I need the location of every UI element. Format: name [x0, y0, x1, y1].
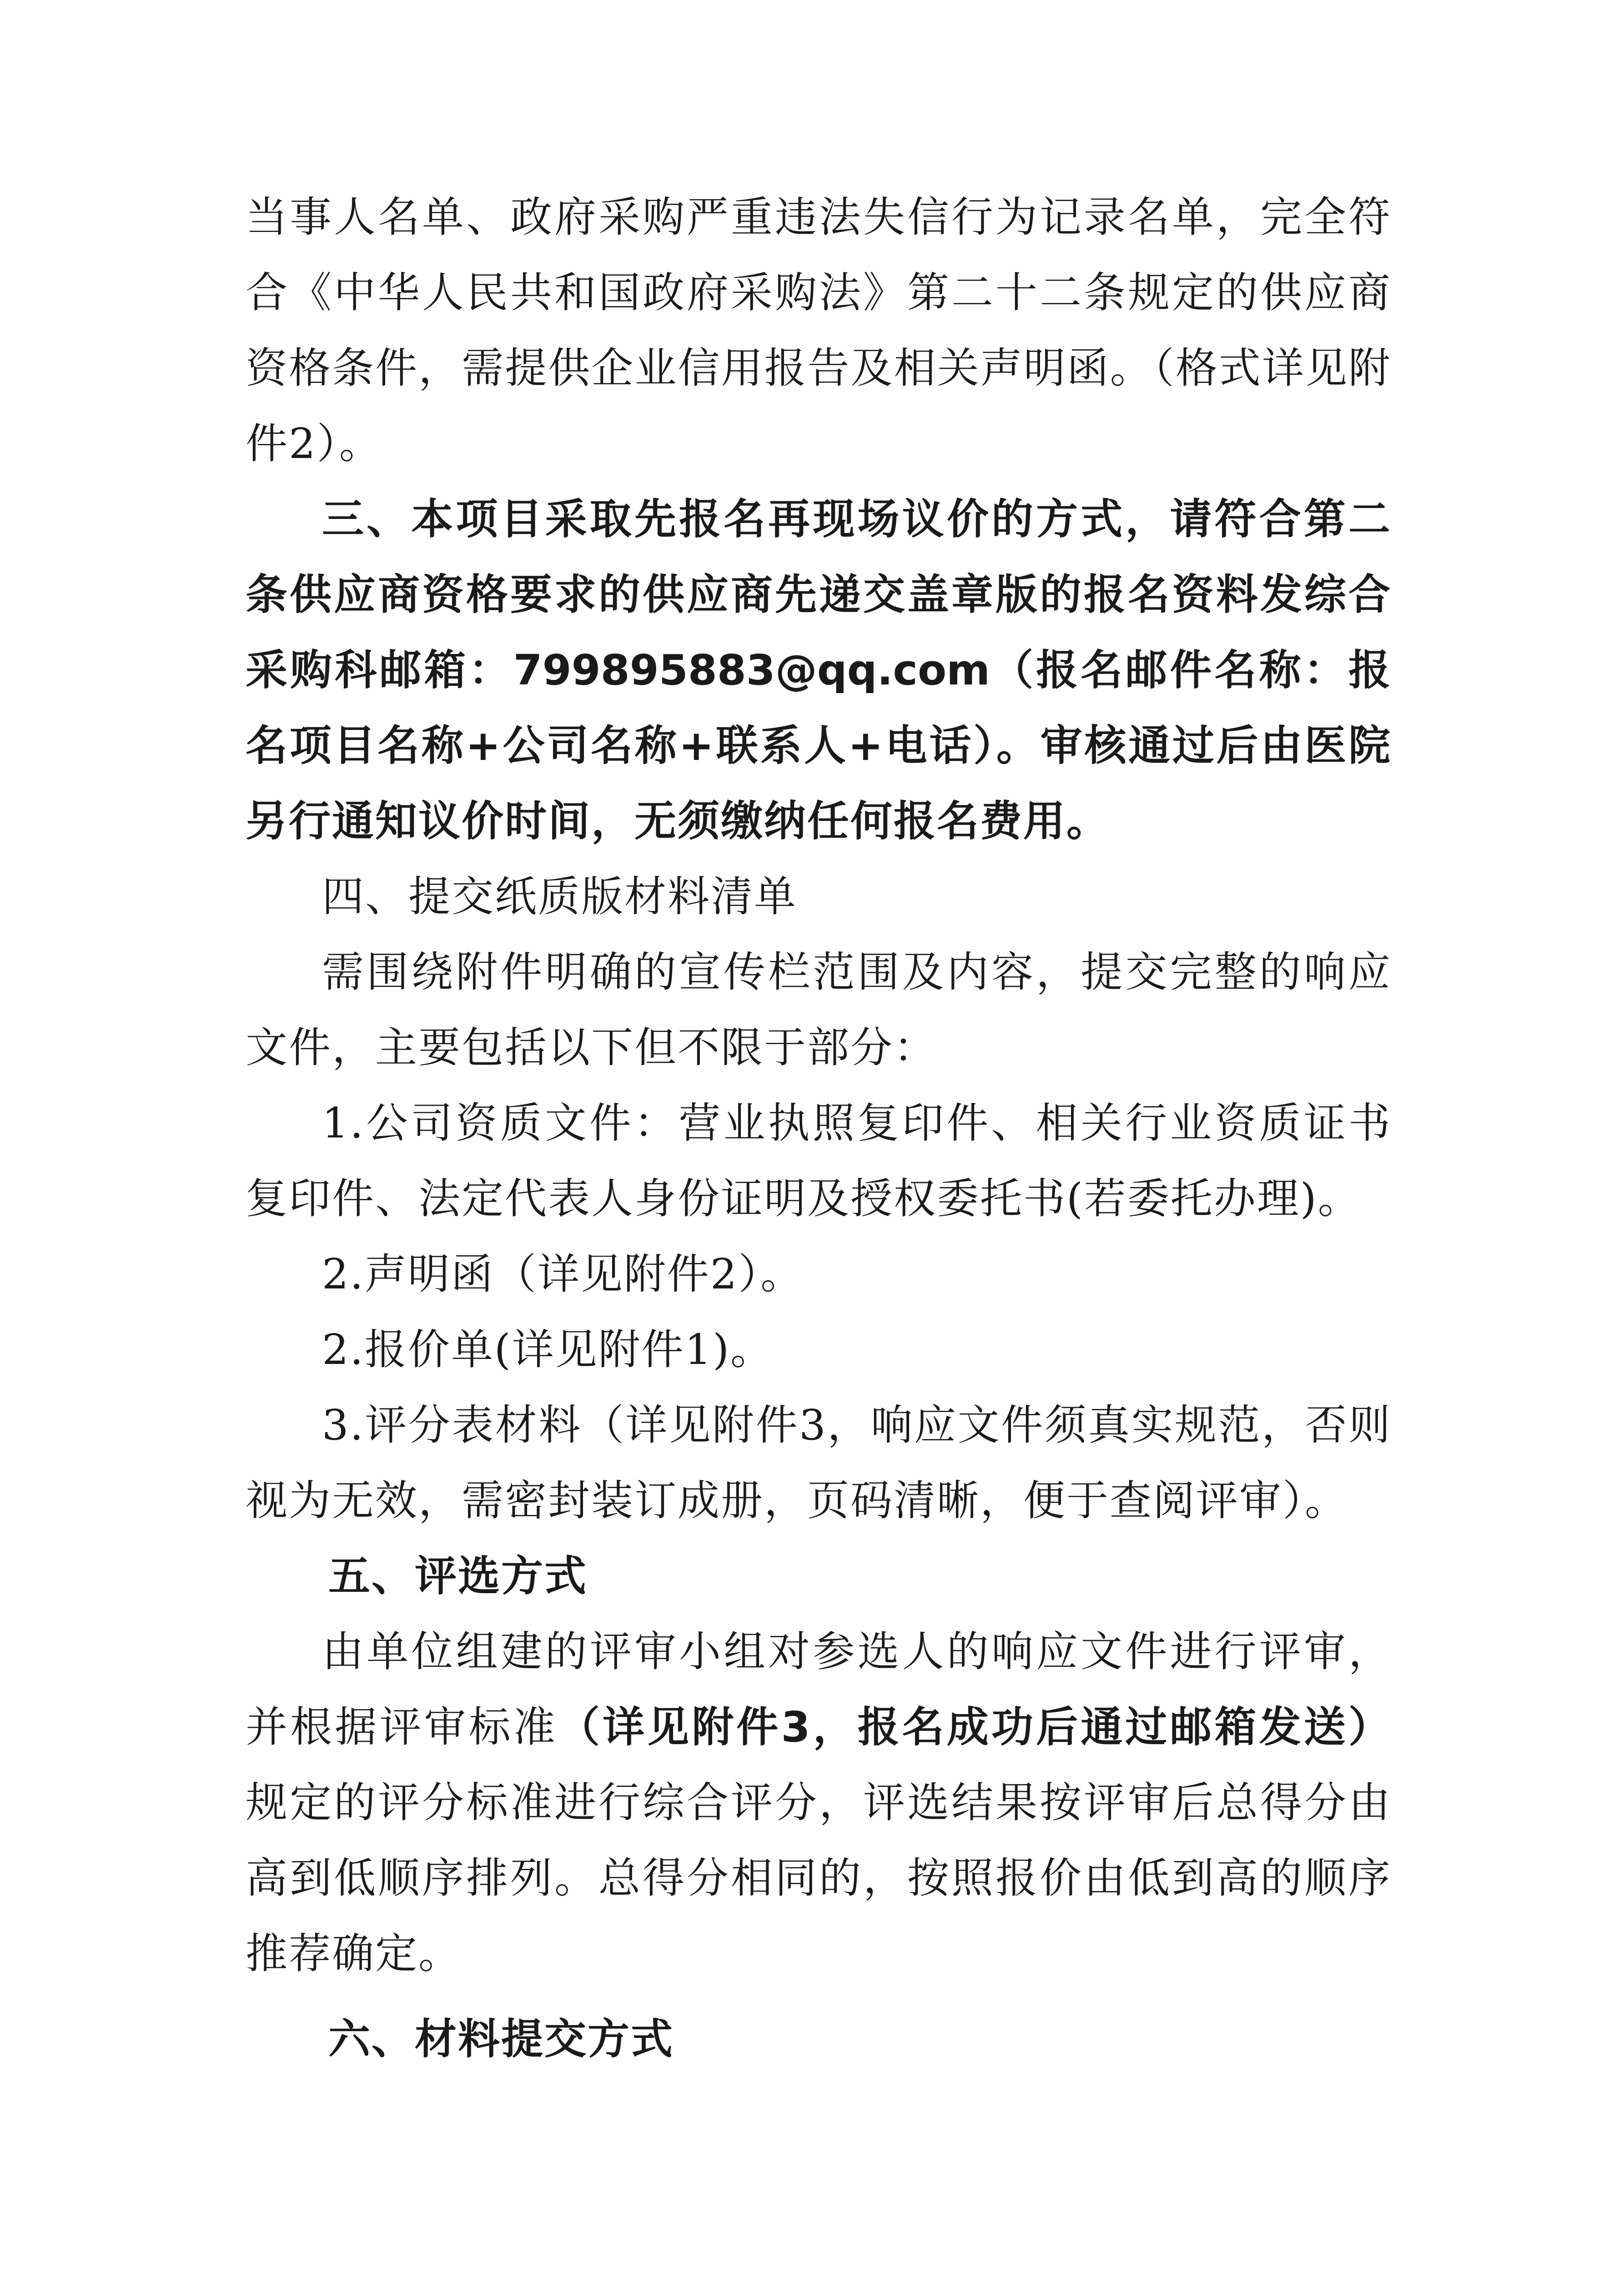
paragraph-qualification-continued: 当事人名单、政府采购严重违法失信行为记录名单，完全符合《中华人民共和国政府采购法》第二十二条规定的供应商资格条件，需提供企业信用报告及相关声明函。（格式详见附件2）。: [246, 193, 1392, 468]
registration-email: 799895883@qq.com: [513, 646, 990, 694]
paragraph-section-5-evaluation: [246, 1614, 1392, 1992]
list-item-declaration: 2.声明函（详见附件2）。: [322, 1250, 804, 1298]
evaluation-emphasis: （详见附件3，报名成功后通过邮箱发送）: [558, 1703, 1392, 1751]
list-item-company-qualification: 1.公司资质文件：营业执照复印件、相关行业资质证书复印件、法定代表人身份证明及授权委托书(若委托办理)。: [246, 1099, 1392, 1223]
section-6-title: 六、材料提交方式: [328, 2015, 674, 2063]
evaluation-text-lead: 由单位组建的评审小组对参选人的响应文件进行评审，并根据评审标准: [246, 1627, 1392, 1751]
section-4-title: 四、提交纸质版材料清单: [322, 872, 798, 921]
document-body: [246, 180, 1392, 2077]
list-item-scoring-materials: 3.评分表材料（详见附件3，响应文件须真实规范，否则视为无效，需密封装订成册，页码清晰，便于查阅评审）。: [246, 1401, 1392, 1525]
list-item-quotation: 2.报价单(详见附件1)。: [322, 1325, 774, 1374]
paragraph-section-4-intro: 需围绕附件明确的宣传栏范围及内容，提交完整的响应文件，主要包括以下但不限于部分：: [246, 948, 1392, 1072]
paragraph-section-3-registration: [246, 482, 1392, 859]
registration-text-lead: 三、本项目采取先报名再现场议价的方式，请符合第二条供应商资格要求的供应商先递交盖章版的报名资料发综合采购科邮箱：: [246, 495, 1392, 694]
registration-text-tail: （报名邮件名称：报名项目名称+公司名称+联系人+电话）。审核通过后由医院另行通知议价时间，无须缴纳任何报名费用。: [246, 646, 1392, 845]
section-5-title: 五、评选方式: [328, 1552, 588, 1600]
evaluation-text-tail: 规定的评分标准进行综合评分，评选结果按评审后总得分由高到低顺序排列。总得分相同的，按照报价由低到高的顺序推荐确定。: [246, 1778, 1392, 1978]
